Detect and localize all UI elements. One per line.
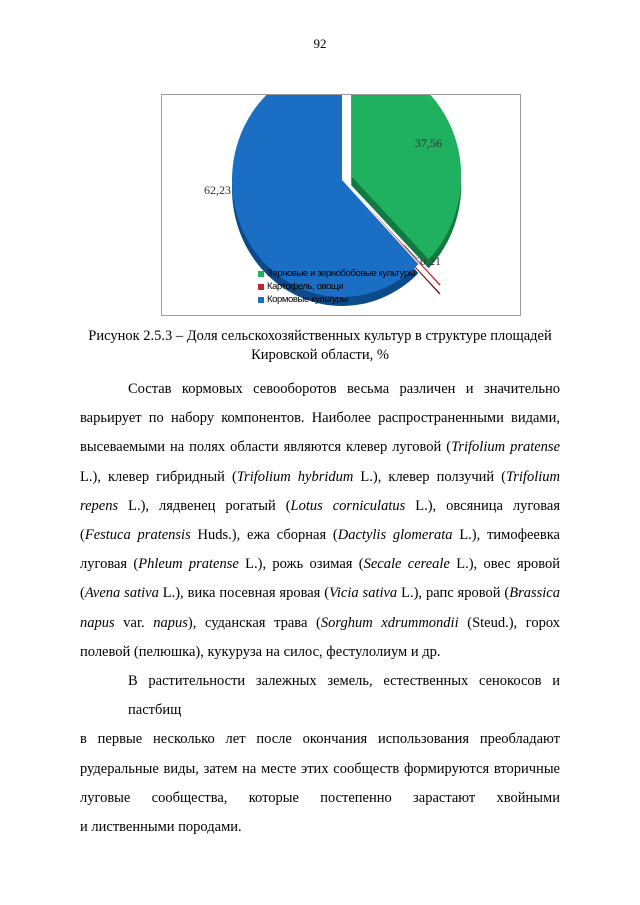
text-run: ( <box>80 527 85 544</box>
caption-line-1: Рисунок 2.5.3 – Доля сельскохозяйственных культур в структуре площадей <box>88 328 552 344</box>
text-line <box>80 609 560 638</box>
italic-text-run: Secale cereale <box>363 556 450 573</box>
paragraph <box>80 667 560 842</box>
legend-item-grain <box>258 267 415 280</box>
text-line <box>80 579 560 608</box>
italic-text-run: napus <box>80 614 115 631</box>
text-run: L.), тимофеевка <box>452 527 560 544</box>
text-run: L.), овес яровой <box>449 556 560 573</box>
text-line <box>80 638 560 667</box>
legend-item-potato <box>258 280 415 293</box>
text-run: Huds.), ежа сборная ( <box>190 527 338 544</box>
text-run: луговая ( <box>80 556 139 573</box>
text-run: рудеральные виды, затем на месте этих сообществ формируются вторичные <box>80 760 560 777</box>
text-run: ), суданская трава ( <box>187 614 321 631</box>
italic-text-run: Festuca pratensis <box>84 527 191 544</box>
text-run: L.), рапс яровой ( <box>397 585 510 602</box>
text-line <box>80 550 560 579</box>
text-run: полевой (пелюшка), кукуруза на силос, фестулолиум и др. <box>80 643 441 660</box>
text-run: L.), клевер ползучий ( <box>353 468 506 485</box>
caption-line-2: Кировской области, % <box>251 347 389 363</box>
text-run: L.), овсяница луговая <box>405 497 561 514</box>
text-run: L.), клевер гибридный ( <box>80 468 237 485</box>
text-run: L.), рожь озимая ( <box>238 556 364 573</box>
italic-text-run: Trifolium pratense <box>451 439 561 456</box>
italic-text-run: Dactylis glomerata <box>337 527 453 544</box>
text-line <box>80 813 560 842</box>
italic-text-run: Sorghum xdrummondii <box>320 614 459 631</box>
text-run: (Steud.), горох <box>458 614 561 631</box>
text-run: ( <box>80 585 85 602</box>
data-label-grain: 37,56 <box>415 136 442 150</box>
pie-chart <box>161 94 521 316</box>
italic-text-run: Brassica <box>509 585 560 602</box>
figure-caption <box>80 327 560 365</box>
legend-label-grain: Зерновые и зернобобовые культуры <box>267 268 416 279</box>
text-run: в первые несколько лет после окончания использования преобладают <box>80 731 560 748</box>
italic-text-run: Vicia sativa <box>329 585 398 602</box>
page-number: 92 <box>313 36 327 51</box>
body-text <box>80 375 560 842</box>
text-line <box>80 375 560 404</box>
text-run: варьирует по набору компонентов. Наиболее распространенными видами, <box>80 410 560 427</box>
text-line <box>80 521 560 550</box>
italic-text-run: Trifolium <box>506 468 560 485</box>
chart-legend <box>258 267 415 306</box>
italic-text-run: napus <box>153 614 188 631</box>
text-run: Состав кормовых севооборотов весьма различен и значительно <box>128 381 560 397</box>
text-line <box>80 755 560 784</box>
text-run: высеваемыми на полях области являются клевер луговой ( <box>80 439 452 456</box>
legend-item-fodder <box>258 293 415 306</box>
legend-swatch-fodder <box>258 297 264 303</box>
text-run: L.), вика посевная яровая ( <box>158 585 330 602</box>
paragraph <box>80 375 560 667</box>
text-line <box>80 433 560 462</box>
text-line <box>80 463 560 492</box>
italic-text-run: Lotus corniculatus <box>290 497 406 514</box>
text-line <box>80 725 560 754</box>
text-run: и лиственными породами. <box>80 819 242 836</box>
italic-text-run: Trifolium hybridum <box>236 468 354 485</box>
italic-text-run: Phleum pratense <box>138 556 239 573</box>
legend-label-potato: Картофель, овощи <box>267 281 344 292</box>
text-line <box>80 492 560 521</box>
text-line <box>80 667 560 725</box>
legend-swatch-grain <box>258 271 264 277</box>
data-label-potato: 0,21 <box>420 254 441 268</box>
text-line <box>80 404 560 433</box>
text-run: луговые сообщества, которые постепенно зарастают хвойными <box>80 789 560 806</box>
text-run: В растительности залежных земель, естественных сенокосов и пастбищ <box>128 673 560 719</box>
text-line <box>80 784 560 813</box>
italic-text-run: Avena sativa <box>84 585 159 602</box>
text-run: L.), лядвенец рогатый ( <box>118 497 291 514</box>
legend-swatch-potato <box>258 284 264 290</box>
italic-text-run: repens <box>80 497 119 514</box>
data-label-fodder: 62,23 <box>204 183 231 197</box>
text-run: var. <box>114 614 154 631</box>
legend-label-fodder: Кормовые культуры <box>267 294 348 305</box>
